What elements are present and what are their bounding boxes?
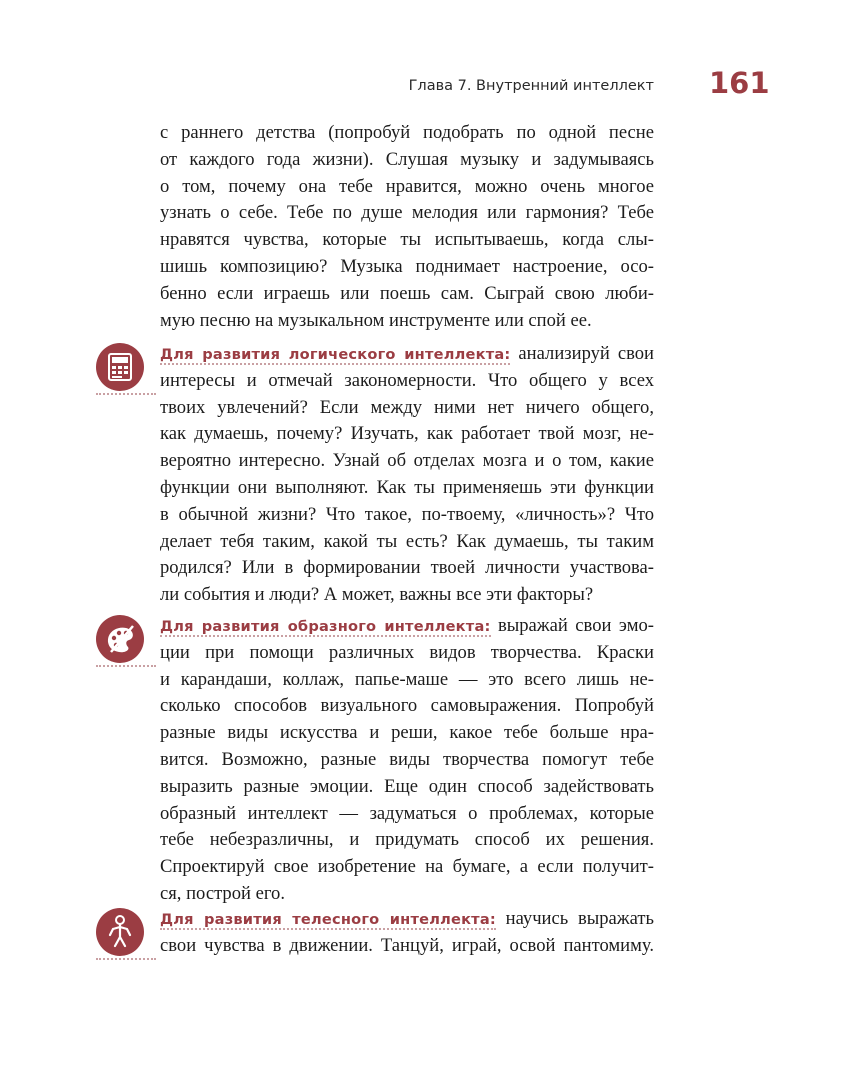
dotted-rule (96, 663, 156, 667)
text-line: функции они выполняют. Как ты применяешь эти функции (160, 476, 654, 498)
text-line: сколько способов визуального самовыражения. Попробуй (160, 695, 654, 717)
calculator-icon (95, 342, 145, 392)
text-line: о том, почему она тебе нравится, можно очень многое (160, 175, 654, 197)
text-line: твоих увлечений? Если между ними нет ничего общего, (160, 396, 654, 418)
bodily-section (160, 906, 654, 960)
text-line: вится. Возможно, разные виды творчества помогут тебе (160, 748, 654, 770)
text-line: Спроектируй свое изобретение на бумаге, а если получит- (160, 856, 654, 878)
section-lead: Для развития логического интеллекта: (160, 346, 511, 363)
person-icon (95, 907, 145, 957)
chapter-title: Глава 7. Внутренний интеллект (408, 78, 654, 94)
text-line: ся, построй его. (160, 882, 285, 904)
text-line: тебе небезразличны, и придумать способ их решения. (160, 829, 654, 851)
text-line: выразить разные эмоции. Еще один способ задействовать (160, 775, 654, 797)
text-line: родился? Или в формировании твоей личности участвова- (160, 557, 654, 579)
imaginative-section (160, 613, 654, 908)
text-line: мую песню на музыкальном инструменте или спой ее. (160, 309, 592, 331)
palette-icon (95, 614, 145, 664)
intro-paragraph (160, 120, 654, 334)
section-first-line (160, 613, 654, 640)
page-number: 161 (709, 66, 770, 100)
dotted-rule (96, 956, 156, 960)
text-line: шишь композицию? Музыка поднимает настроение, осо- (160, 255, 654, 277)
text-line: разные виды искусства и реши, какое тебе больше нра- (160, 722, 654, 744)
text-line: бенно если играешь или поешь сам. Сыграй свою люби- (160, 282, 654, 304)
text-line: нравятся чувства, которые ты испытываешь, когда слы- (160, 229, 654, 251)
text-line: как думаешь, почему? Изучать, как работает твой мозг, не- (160, 423, 654, 445)
text-line: свои чувства в движении. Танцуй, играй, освой пантомиму. (160, 934, 654, 956)
text-line: вероятно интересно. Узнай об отделах мозга и о том, какие (160, 450, 654, 472)
text-line: делает тебя таким, какой ты есть? Как думаешь, ты таким (160, 530, 654, 552)
text-line: от каждого года жизни). Слушая музыку и задумываясь (160, 148, 654, 170)
text-line: ли события и люди? А может, важны все эти факторы? (160, 584, 594, 606)
section-lead-rest: научись выражать (505, 908, 654, 929)
text-line: узнать о себе. Тебе по душе мелодия или гармония? Тебе (160, 202, 654, 224)
section-lead-rest: выражай свои эмо- (497, 615, 654, 636)
text-line: в обычной жизни? Что такое, по-твоему, «личность»? Что (160, 503, 654, 525)
text-line: и карандаши, коллаж, папье-маше — это всего лишь не- (160, 668, 654, 690)
logical-section (160, 341, 654, 609)
section-first-line (160, 906, 654, 933)
section-first-line (160, 341, 654, 368)
text-line: с раннего детства (попробуй подобрать по одной песне (160, 122, 654, 143)
section-lead: Для развития образного интеллекта: (160, 618, 491, 635)
dotted-rule (96, 391, 156, 395)
text-line: интересы и отмечай закономерности. Что общего у всех (160, 369, 654, 391)
running-header (0, 62, 854, 108)
text-line: ции при помощи различных видов творчества. Краски (160, 641, 654, 663)
section-lead: Для развития телесного интеллекта: (160, 911, 496, 928)
text-line: образный интеллект — задуматься о проблемах, которые (160, 802, 654, 824)
section-lead-rest: анализируй свои (518, 343, 654, 364)
